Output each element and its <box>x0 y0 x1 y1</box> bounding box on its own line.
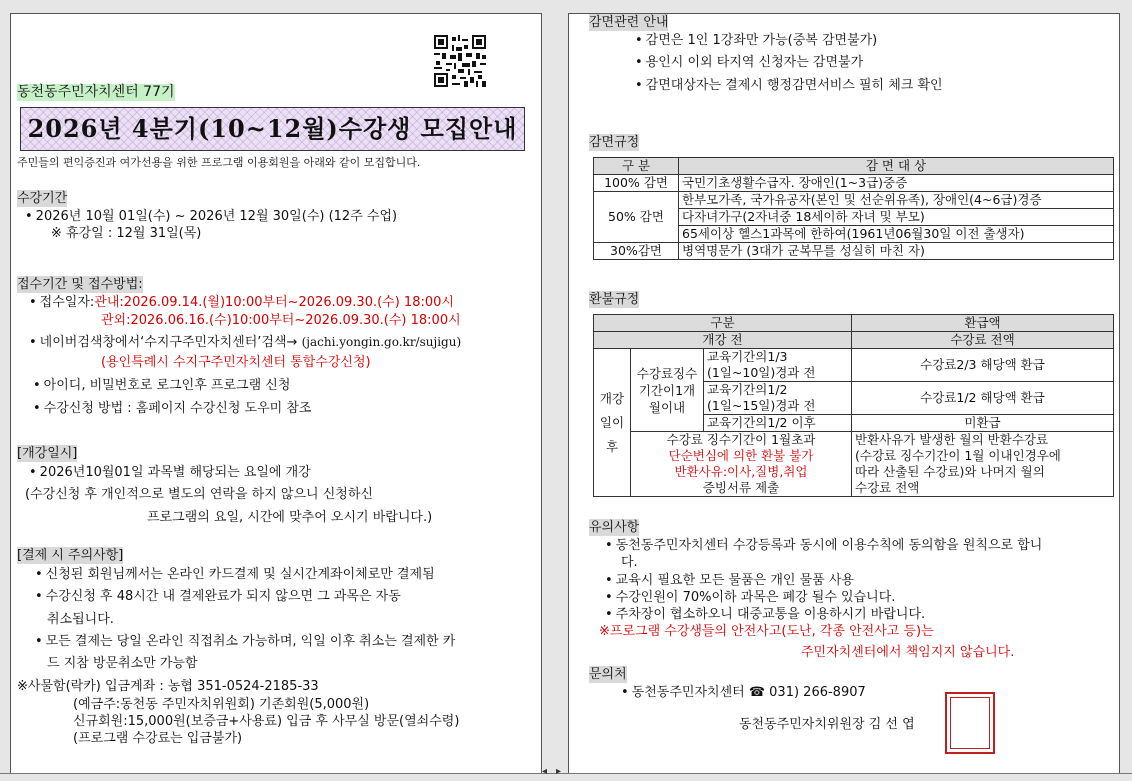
refund-c1: 교육기간의1/3 (1일~10일)경과 전 <box>704 349 852 382</box>
period-line1: • 2026년 10월 01일(수) ~ 2026년 12월 30일(수) (12주 수업) <box>25 208 397 225</box>
reception-line2: 관외:2026.06.16.(수)10:00부터~2026.09.30.(수) 18:00시 <box>101 313 461 328</box>
refund-over: 수강료 징수기간이 1월초과 단순변심에 의한 환불 불가 반환사유:이사,질병,취업 증빙서류 제출 <box>631 432 852 497</box>
reduction-r2-label: 50% 감면 <box>594 192 679 243</box>
page-title: 2026년 4분기(10~12월)수강생 모집안내 <box>20 107 525 151</box>
contact-heading: 문의처 <box>589 667 627 682</box>
refund-before-amount: 수강료 전액 <box>852 332 1114 349</box>
payment-b2a: • 수강신청 후 48시간 내 결제완료가 되지 않으면 그 과목은 자동 <box>35 588 401 605</box>
refund-head-category: 구분 <box>594 315 852 332</box>
reduction-guide-b1: • 감면은 1인 1강좌만 가능(중복 감면불가) <box>635 32 877 49</box>
account-line1: ※사물함(락카) 입금계좌 : 농협 351-0524-2185-33 <box>17 679 319 694</box>
refund-after-label: 개강일이후 <box>594 349 631 497</box>
naver-search: • 네이버검색창에서‘수지구주민자치센터’검색→ (jachi.yongin.go.kr/sujigu) <box>29 334 461 351</box>
payment-heading: [결제 시 주의사항] <box>17 548 124 563</box>
reduction-r3-label: 30%감면 <box>594 243 679 260</box>
refund-table <box>593 314 1114 497</box>
reduction-r2-item2: 다자녀가구(2자녀중 18세이하 자녀 및 부모) <box>679 209 1114 226</box>
opening-line3: 프로그램의 요일, 시간에 맞추어 오시기 바랍니다.) <box>147 510 433 525</box>
refund-c3-amount: 미환급 <box>852 415 1114 432</box>
opening-line1: • 2026년10월01일 과목별 해당되는 요일에 개강 <box>29 464 311 481</box>
refund-before: 개강 전 <box>594 332 852 349</box>
reduction-r1-label: 100% 감면 <box>594 175 679 192</box>
notes-b1a: • 동천동주민자치센터 수강등록과 동시에 이용수칙에 동의함을 원칙으로 합니 <box>605 537 1042 554</box>
reduction-head-category: 구 분 <box>594 158 679 175</box>
notes-warn2: 주민자치센터에서 책임지지 않습니다. <box>801 645 1015 660</box>
notes-b2: • 교육시 필요한 모든 물품은 개인 물품 사용 <box>605 572 854 589</box>
period-heading: 수강기간 <box>17 191 68 206</box>
refund-rules-heading: 환불규정 <box>589 292 640 307</box>
page-arrow-right-icon: ▸ <box>556 766 562 777</box>
ruler-line <box>0 773 1132 774</box>
right-page <box>568 13 1120 774</box>
reduction-guide-b3: • 감면대상자는 결제시 행정감면서비스 필히 체크 확인 <box>635 77 943 94</box>
reduction-r2-item1: 한부모가족, 국가유공자(본인 및 선순위유족), 장애인(4~6급)경증 <box>679 192 1114 209</box>
reduction-guide-b2: • 용인시 이외 타지역 신청자는 감면불가 <box>635 54 863 71</box>
account-line2: (예금주:동천동 주민자치위원회) 기존회원(5,000원) <box>73 697 370 712</box>
notes-warn1: ※프로그램 수강생들의 안전사고(도난, 각종 안전사고 등)는 <box>599 624 934 639</box>
login-line: • 아이디, 비밀번호로 로그인후 프로그램 신청 <box>33 377 290 394</box>
refund-period-label: 수강료징수기간이1개월이내 <box>631 349 704 432</box>
reduction-table <box>593 157 1114 260</box>
notes-b3: • 수강인원이 70%이하 과목은 폐강 될수 있습니다. <box>605 589 895 606</box>
notes-heading: 유의사항 <box>589 520 640 535</box>
contact-line: • 동천동주민자치센터 ☎ 031) 266-8907 <box>621 684 866 701</box>
reduction-guide-heading: 감면관련 안내 <box>589 15 669 30</box>
left-page <box>10 13 542 774</box>
qr-code-icon <box>434 35 486 87</box>
refund-c1-amount: 수강료2/3 해당액 환급 <box>852 349 1114 382</box>
signature-line: 동천동주민자치위원장 김 선 엽 <box>739 717 915 732</box>
naver-url: (jachi.yongin.go.kr/sujigu) <box>301 335 462 349</box>
naver-sub: (용인특례시 수지구주민자치센터 통합수강신청) <box>101 355 371 370</box>
reduction-r3-target: 병역명문가 (3대가 군복무를 성실히 마친 자) <box>679 243 1114 260</box>
reduction-rules-heading: 감면규정 <box>589 135 640 150</box>
center-name: 동천동주민자치센터 77기 <box>17 84 175 100</box>
period-line2: ※ 휴강일 : 12월 31일(목) <box>51 226 202 241</box>
reduction-head-target: 감 면 대 상 <box>679 158 1114 175</box>
account-line3: 신규회원:15,000원(보증금+사용료) 입금 후 사무실 방문(열쇠수령) <box>73 714 460 729</box>
page-arrow-left-icon: ◂ <box>542 766 548 777</box>
payment-b1: • 신청된 회원님께서는 온라인 카드결제 및 실시간계좌이체로만 결제됨 <box>35 566 435 583</box>
reception-label: 접수일자: <box>39 295 95 310</box>
opening-line2: (수강신청 후 개인적으로 별도의 연락을 하지 않으니 신청하신 <box>25 487 373 502</box>
refund-c3: 교육기간의1/2 이후 <box>704 415 852 432</box>
refund-c2: 교육기간의1/2 (1일~15일)경과 전 <box>704 382 852 415</box>
refund-head-amount: 환급액 <box>852 315 1114 332</box>
payment-b3b: 드 지참 방문취소만 가능함 <box>47 656 198 671</box>
reception-heading: 접수기간 및 접수방법: <box>17 277 143 292</box>
reception-line1: 관내:2026.09.14.(월)10:00부터~2026.09.30.(수) 18:00시 <box>94 295 454 310</box>
notes-b1b: 다. <box>621 555 638 570</box>
intro-text: 주민들의 편익증진과 여가선용을 위한 프로그램 이용회원을 아래와 같이 모집합니다. <box>17 156 421 169</box>
payment-b3a: • 모든 결제는 당일 온라인 직접취소 가능하며, 익일 이후 취소는 결제한 카 <box>35 633 455 650</box>
refund-c2-amount: 수강료1/2 해당액 환급 <box>852 382 1114 415</box>
account-line4: (프로그램 수강료는 입금불가) <box>73 731 243 746</box>
reduction-r2-item3: 65세이상 헬스1과목에 한하여(1961년06월30일 이전 출생자) <box>679 226 1114 243</box>
method-line: • 수강신청 방법 : 홈페이지 수강신청 도우미 참조 <box>33 400 311 417</box>
notes-b4: • 주차장이 협소하오니 대중교통을 이용하시기 바랍니다. <box>605 606 925 623</box>
reception-date-row <box>29 294 454 311</box>
reduction-r1-target: 국민기초생활수급자. 장애인(1~3급)중증 <box>679 175 1114 192</box>
refund-over-amount: 반환사유가 발생한 월의 반환수강료 (수강료 징수기간이 1월 이내인경우에 따라 산출된 수강료)와 나머지 월의 수강료 전액 <box>852 432 1114 497</box>
official-seal-icon <box>945 692 995 754</box>
payment-b2b: 취소됩니다. <box>47 612 114 627</box>
opening-heading: [개강일시] <box>17 446 78 461</box>
